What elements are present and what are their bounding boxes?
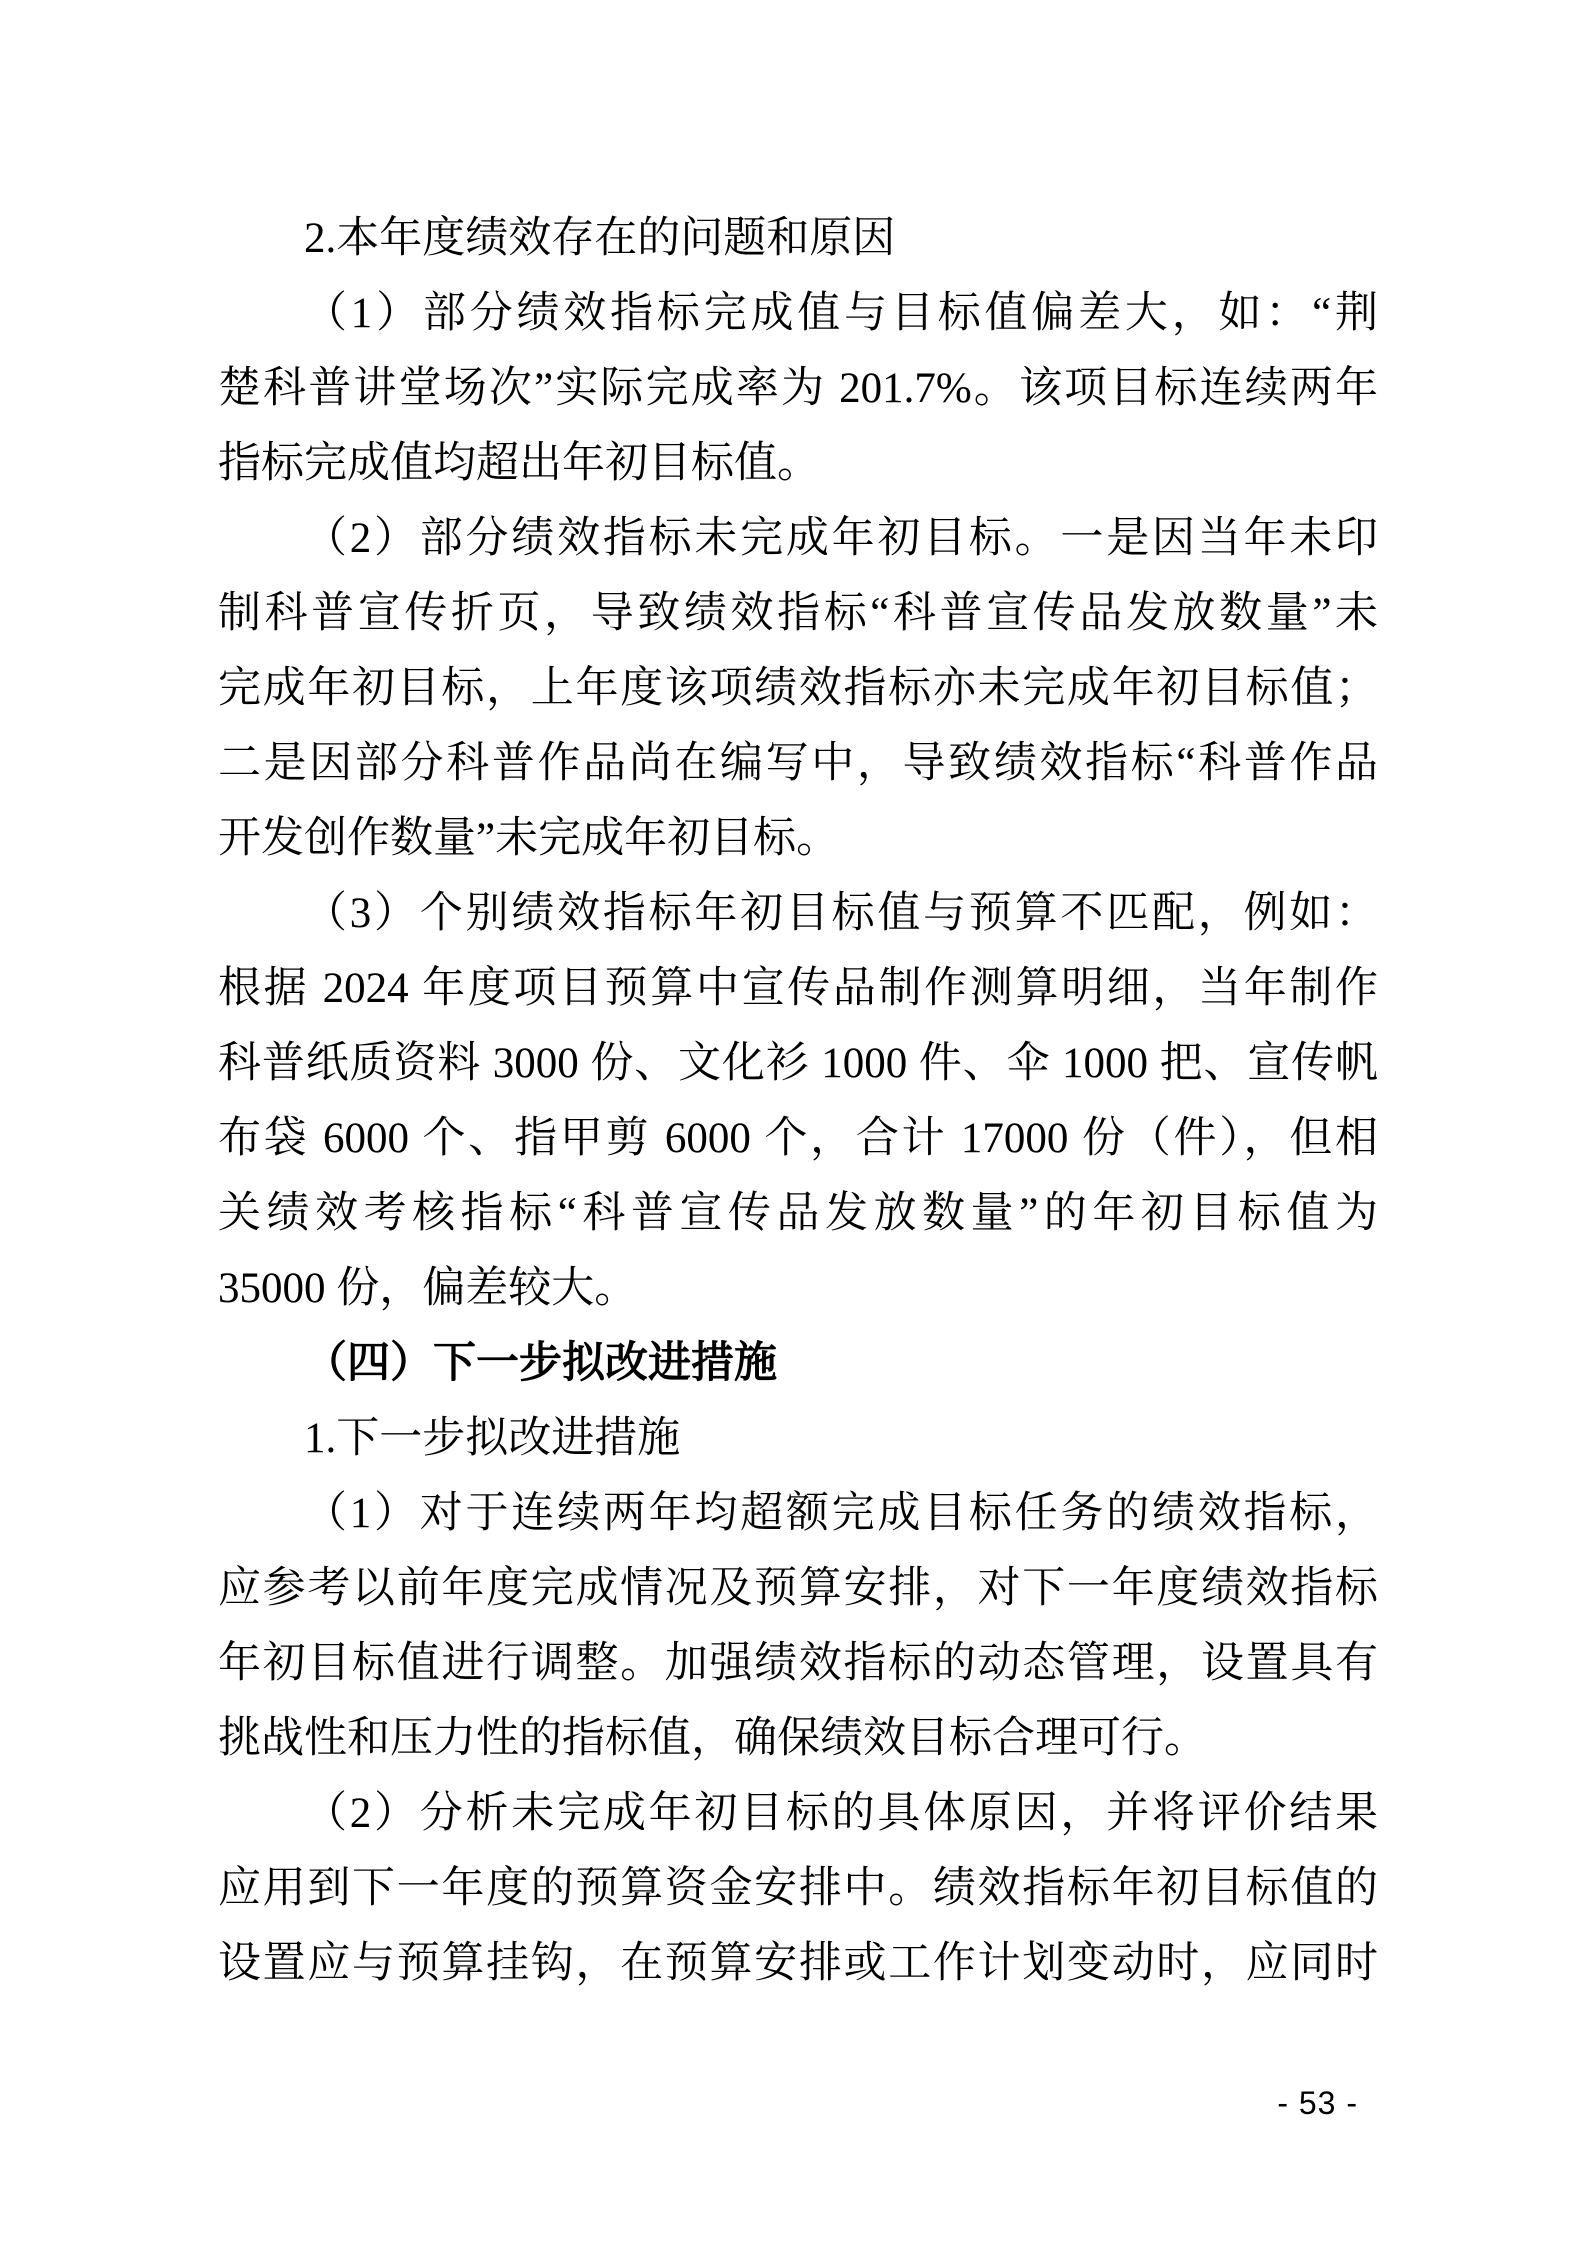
text-line: 指标完成值均超出年初目标值。 — [218, 440, 820, 487]
paragraph — [218, 501, 1378, 876]
text-line: 制科普宣传折页，导致绩效指标“科普宣传品发放数量”未 — [218, 590, 1378, 637]
text-line: 关绩效考核指标“科普宣传品发放数量”的年初目标值为 — [218, 1190, 1378, 1237]
text-line: 二是因部分科普作品尚在编写中，导致绩效指标“科普作品 — [218, 740, 1378, 787]
text-line: （3）个别绩效指标年初目标值与预算不匹配，例如： — [304, 890, 1378, 937]
text-line: 2.本年度绩效存在的问题和原因 — [304, 215, 896, 262]
text-line: 挑战性和压力性的指标值，确保绩效目标合理可行。 — [218, 1715, 1207, 1762]
numbered-subheading — [218, 1401, 1378, 1476]
paragraph — [218, 1476, 1378, 1776]
text-line: （2）部分绩效指标未完成年初目标。一是因当年未印 — [304, 515, 1378, 562]
text-line: 年初目标值进行调整。加强绩效指标的动态管理，设置具有 — [218, 1640, 1378, 1687]
paragraph — [218, 1776, 1378, 2001]
text-line: 应参考以前年度完成情况及预算安排，对下一年度绩效指标 — [218, 1565, 1378, 1612]
text-line: 1.下一步拟改进措施 — [304, 1415, 681, 1462]
text-line: 开发创作数量”未完成年初目标。 — [218, 815, 840, 862]
section-heading — [218, 1326, 1378, 1401]
paragraph — [218, 876, 1378, 1326]
text-line: 楚科普讲堂场次”实际完成率为 201.7%。该项目标连续两年 — [218, 365, 1378, 412]
numbered-subheading — [218, 201, 1378, 276]
text-line: 布袋 6000 个、指甲剪 6000 个，合计 17000 份（件），但相 — [218, 1115, 1378, 1162]
text-line: 应用到下一年度的预算资金安排中。绩效指标年初目标值的 — [218, 1865, 1378, 1912]
text-line: 科普纸质资料 3000 份、文化衫 1000 件、伞 1000 把、宣传帆 — [218, 1040, 1378, 1087]
paragraph — [218, 276, 1378, 501]
text-line: （四）下一步拟改进措施 — [304, 1340, 777, 1387]
text-line: （2）分析未完成年初目标的具体原因，并将评价结果 — [304, 1790, 1378, 1837]
text-line: 完成年初目标，上年度该项绩效指标亦未完成年初目标值； — [218, 665, 1378, 712]
text-line: （1）部分绩效指标完成值与目标值偏差大，如：“荆 — [304, 290, 1378, 337]
document-body — [218, 201, 1378, 2001]
text-line: 35000 份，偏差较大。 — [218, 1265, 638, 1312]
text-line: 设置应与预算挂钩，在预算安排或工作计划变动时，应同时 — [218, 1940, 1378, 1987]
page-number: - 53 - — [1277, 2085, 1358, 2121]
text-line: （1）对于连续两年均超额完成目标任务的绩效指标， — [304, 1490, 1378, 1537]
text-line: 根据 2024 年度项目预算中宣传品制作测算明细，当年制作 — [218, 965, 1378, 1012]
